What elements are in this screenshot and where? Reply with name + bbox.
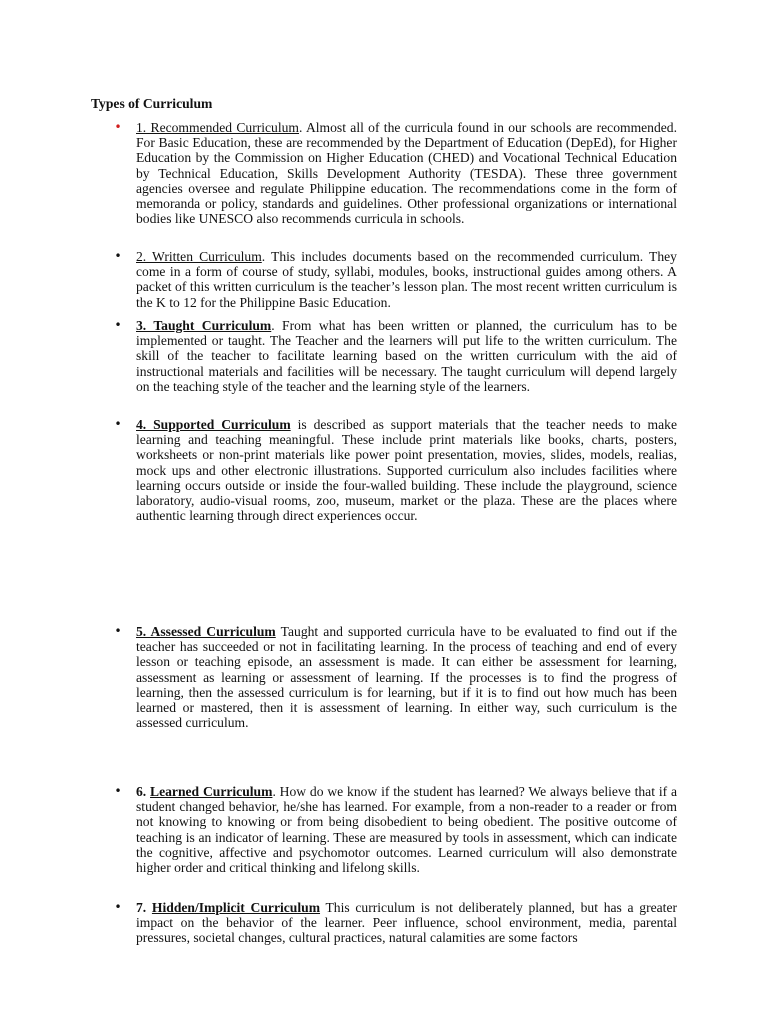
bullet-icon: •: [114, 417, 122, 431]
bullet-icon: •: [114, 784, 122, 798]
page-title: Types of Curriculum: [91, 96, 213, 111]
item-text: . How do we know if the student has learned? We always believe that if a student changed behavior, he/she has learned. For example, from a non-reader to a reader or from not knowing to knowing or from being disobedient to being obedient. The positive outcome of teaching is an indicator of learning. These are measured by tools in assessment, which can indicate the cognitive, affective and psychomotor outcomes. Learned curriculum will also demonstrate higher order and critical thinking and lifelong skills.: [136, 784, 677, 876]
term-taught-curriculum: 3. Taught Curriculum: [136, 318, 272, 333]
term-assessed-curriculum: 5. Assessed Curriculum: [136, 624, 276, 639]
list-item-learned-curriculum: [114, 784, 677, 876]
term-written-curriculum: 2. Written Curriculum: [136, 249, 262, 264]
list-item-hidden-curriculum: [114, 900, 678, 946]
item-number: 7.: [136, 900, 152, 915]
bullet-icon: •: [114, 318, 122, 332]
item-text: . This includes documents based on the recommended curriculum. They come in a form of course of study, syllabi, modules, books, instructional guides among others. A packet of this written curriculum is the teacher’s lesson plan. The most recent written curriculum is the K to 12 for the Philippine Basic Education.: [136, 249, 677, 310]
bullet-icon: •: [114, 120, 122, 134]
bullet-icon: •: [114, 900, 122, 914]
list-item-written-curriculum: [114, 249, 677, 310]
item-text: . From what has been written or planned, the curriculum has to be implemented or taught. The Teacher and the learners will put life to the written curriculum. The skill of the teacher to facilitate learning based on the written curriculum with the aid of instructional materials and facilities will be necessary. The taught curriculum will depend largely on the teaching style of the teacher and the learning style of the learners.: [136, 318, 677, 394]
bullet-icon: •: [114, 624, 122, 638]
list-item-supported-curriculum: [114, 417, 677, 524]
item-text: . Almost all of the curricula found in our schools are recommended. For Basic Education, these are recommended by the Department of Education (DepEd), for Higher Education by the Commission on Higher Education (CHED) and Vocational Technical Education by Technical Education, Skills Development Authority (TESDA). These three government agencies oversee and regulate Philippine education. The recommendations come in the form of memoranda or policy, standards and guidelines. Other professional organizations or international bodies like UNESCO also recommends curricula in schools.: [136, 120, 678, 227]
item-text: is described as support materials that the teacher needs to make learning and teaching meaningful. These include print materials like books, charts, posters, worksheets or non-print materials like power point presentation, movies, slides, models, realias, mock ups and other electronic illustrations. Supported curriculum also includes facilities where learning occurs outside or inside the four-walled building. These include the playground, science laboratory, audio-visual rooms, zoo, museum, market or the plaza. These are the places where authentic learning through direct experiences occur.: [136, 417, 677, 524]
item-number: 6.: [136, 784, 151, 799]
term-supported-curriculum: 4. Supported Curriculum: [136, 417, 291, 432]
term-learned-curriculum: Learned Curriculum: [150, 784, 273, 799]
list-item-assessed-curriculum: [114, 624, 677, 731]
list-item-taught-curriculum: [114, 318, 677, 394]
term-recommended-curriculum: 1. Recommended Curriculum: [136, 120, 300, 135]
item-text: This curriculum is not deliberately planned, but has a greater impact on the behavior of the learner. Peer influence, school environment, media, parental pressures, societal changes, cultural practices, natural calamities are some factors: [136, 900, 678, 946]
item-text: Taught and supported curricula have to be evaluated to find out if the teacher has succeeded or not in facilitating learning. In the process of teaching and end of every lesson or teaching episode, an assessment is made. It can either be assessment for learning, assessment as learning or assessment of learning. If the processes is to find the progress of learning, then the assessed curriculum is for learning, but if it is to find out how much has been learned or mastered, then it is assessment of learning. In either way, such curriculum is the assessed curriculum.: [136, 624, 677, 731]
list-item-recommended-curriculum: [114, 120, 678, 227]
term-hidden-curriculum: Hidden/Implicit Curriculum: [151, 900, 321, 915]
bullet-icon: •: [114, 249, 122, 263]
